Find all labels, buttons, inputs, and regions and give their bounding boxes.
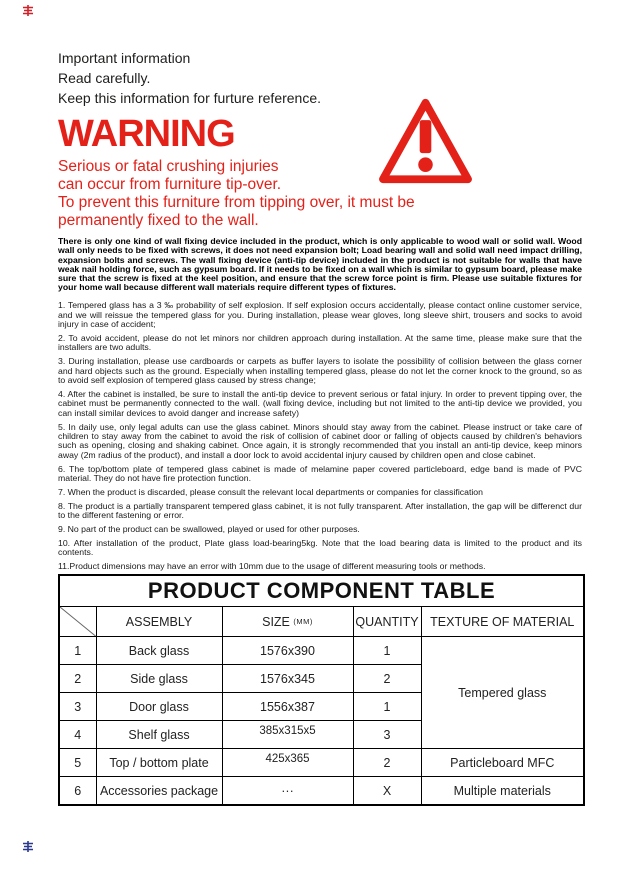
diagonal-line [60,607,96,636]
warning-line: Serious or fatal crushing injuries [58,158,279,175]
note-item: 10. After installation of the product, Plate glass load-bearing5kg. Note that the load bearing data is limited to the product and its contents. [58,537,582,557]
component-no: 5 [59,749,96,777]
component-texture: Particleboard MFC [421,749,584,777]
table-row [59,777,584,806]
header-quantity: QUANTITY [353,607,421,637]
component-qty: 1 [353,637,421,665]
component-assembly: Back glass [96,637,222,665]
warning-heading: WARNING [58,113,235,155]
wall-fixing-paragraph: There is only one kind of wall fixing device included in the product, which is only applicable to wood wall or solid wall. Wood wall only needs to be fixed with screws, it does not need expansion bolt; Load bearing wall and solid wall need impact drilling, expansion bolts and screws. The wall fixing device (anti-tip device) included in the product is not suitable for walls that have weak nail holding force, such as gypsum board. If it needs to be fixed on a wall which is similar to gypsum board, please make sure that the screw is fixed at the keel position, and ensure that the screw force point is firm. Please use suitable fixtures for your home wall because different wall materials require different types of fixtures. [58,236,582,293]
table-row [59,637,584,665]
component-assembly: Top / bottom plate [96,749,222,777]
warning-line: To prevent this furniture from tipping over, it must be [58,194,415,211]
table-title: PRODUCT COMPONENT TABLE [59,575,584,607]
component-qty: 1 [353,693,421,721]
header-size-unit: (MM) [293,616,313,626]
component-size [222,721,353,749]
note-item: 8. The product is a partially transparent tempered glass cabinet, it is not fully transparent. After installation, the gap will be differenct dur to the different fastening or error. [58,500,582,520]
diagonal-header-cell [59,607,96,637]
component-assembly: Door glass [96,693,222,721]
component-table [58,574,585,806]
component-no: 2 [59,665,96,693]
note-item: 4. After the cabinet is installed, be sure to install the anti-tip device to prevent serious or fatal injury. In order to prevent tipping over, the cabinet must be permanently connected to the wall. (wall fixing device, including but not limited to the anti-tip device we provided, you can install similar devices to avoid danger and increase safety) [58,388,582,418]
intro-line: Read carefully. [58,70,151,86]
component-size: 1576x390 [222,637,353,665]
note-item: 11.Product dimensions may have an error with 10mm due to the usage of different measuring tools or methods. [58,560,486,571]
warning-subtext [58,158,582,230]
note-item: 9. No part of the product can be swallowed, played or used for other purposes. [58,523,360,534]
component-assembly: Shelf glass [96,721,222,749]
component-assembly: Accessories package [96,777,222,806]
intro-text [58,48,582,108]
component-qty: 2 [353,749,421,777]
note-item: 3. During installation, please use cardboards or carpets as buffer layers to isolate the possibility of collision between the glass corner and hard objects such as the ground. Especially when installing tempered glass, please do not let the corner knock to the ground, so as to avoid self explosion of tempered glass caused by stress change; [58,356,582,386]
component-texture-merged: Tempered glass [421,637,584,749]
document-content [58,0,582,806]
warning-line: permanently fixed to the wall. [58,212,259,229]
safety-notes-list [58,301,582,571]
note-item: 2. To avoid accident, please do not let minors nor children approach during installation. At the same time, please make sure that the installers are two adults. [58,333,582,353]
warning-triangle-icon [377,96,474,185]
component-size-value: 425x365 [265,752,310,765]
warning-line: can occur from furniture tip-over. [58,176,282,193]
component-no: 3 [59,693,96,721]
component-size-value: 385x315x5 [259,724,316,737]
corner-mark-bottom-icon [22,840,34,853]
component-size: 1556x387 [222,693,353,721]
component-assembly: Side glass [96,665,222,693]
note-item: 5. In daily use, only legal adults can use the glass cabinet. Minors should stay away from the cabinet. Please instruct or take care of children to stay away from the cabinet to avoid the risk of collision of cabinet door or falling of objects caused by children's behaviors such as opening, closing and shaking cabinet. Once again, it is strongly recommended that you install an anti-tip device, keep minors away (2m radius of the product), and install a door lock to avoid accidental injury caused by children open and close cabinet. [58,421,582,460]
header-assembly: ASSEMBLY [96,607,222,637]
header-size-label: SIZE [262,614,290,629]
table-title-row [59,575,584,607]
intro-line: Important information [58,50,191,66]
header-size [222,607,353,637]
note-item: 1. Tempered glass has a 3 ‰ probability of self explosion. If self explosion occurs accidentally, please contact online customer service, and we will reissue the tempered glass for you. During installation, please wear gloves, long sleeve shirt, trousers and socks to avoid injury in case of accident; [58,300,582,330]
component-size: ··· [222,777,353,806]
header-texture: TEXTURE OF MATERIAL [421,607,584,637]
component-no: 6 [59,777,96,806]
table-row [59,749,584,777]
component-qty: 2 [353,665,421,693]
corner-mark-top-icon [22,4,34,17]
note-item: 7. When the product is discarded, please consult the relevant local departments or companies for classification [58,486,483,497]
component-size [222,749,353,777]
component-qty: X [353,777,421,806]
note-item: 6. The top/bottom plate of tempered glass cabinet is made of melamine paper covered particleboard, edge band is made of PVC material. They do not have fire protection function. [58,463,582,483]
intro-line: Keep this information for furture reference. [58,90,322,106]
component-no: 4 [59,721,96,749]
component-qty: 3 [353,721,421,749]
component-size: 1576x345 [222,665,353,693]
component-texture: Multiple materials [421,777,584,806]
component-no: 1 [59,637,96,665]
table-header-row [59,607,584,637]
